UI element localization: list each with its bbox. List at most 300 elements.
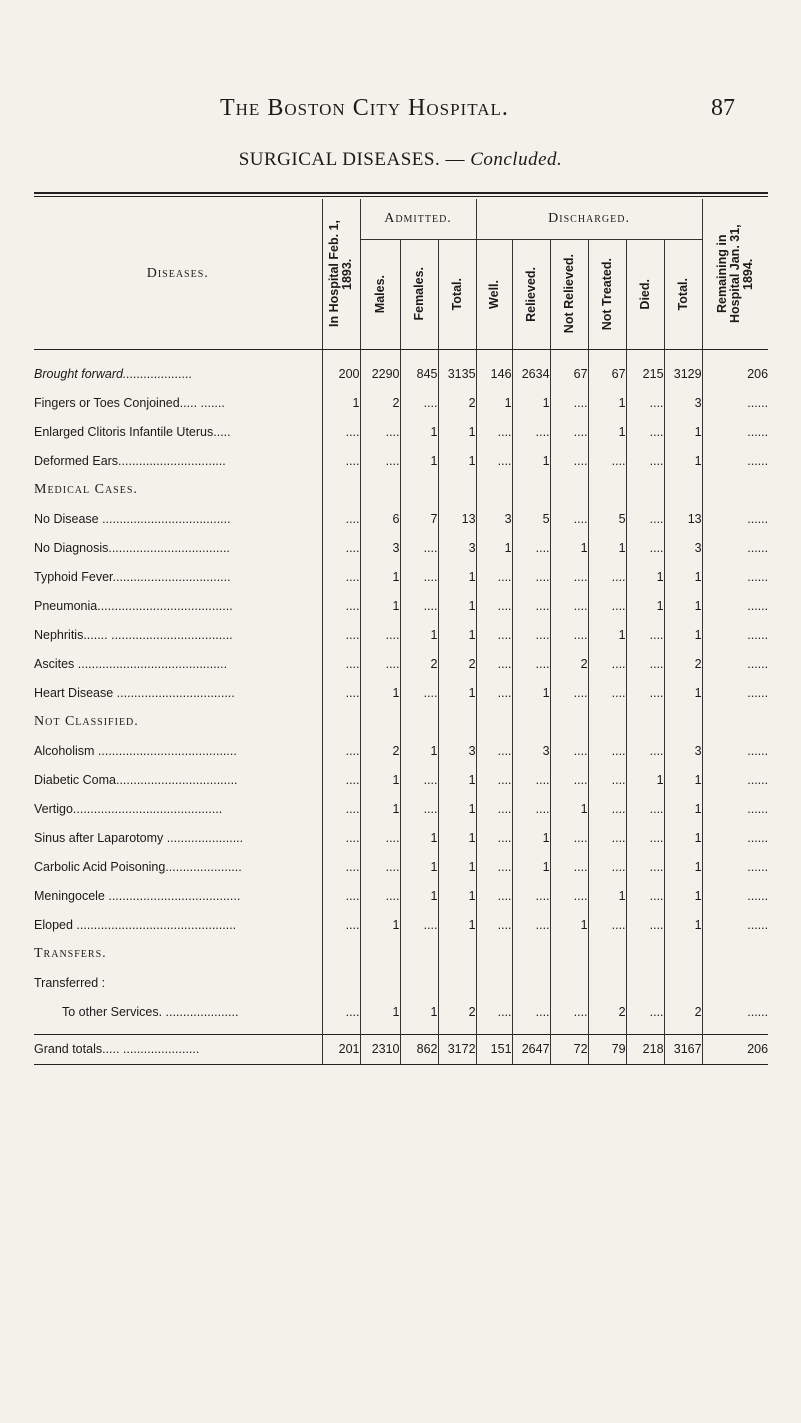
- table-cell: ....: [512, 794, 550, 823]
- table-cell: 1: [360, 997, 400, 1026]
- table-cell: ....: [360, 852, 400, 881]
- spacer-row: [34, 349, 768, 359]
- table-cell: ....: [322, 997, 360, 1026]
- table-cell: 1: [400, 997, 438, 1026]
- table-cell: ....: [512, 881, 550, 910]
- table-cell: ....: [476, 997, 512, 1026]
- row-label: Eloped ..............................................: [34, 917, 237, 932]
- table-cell: 1: [664, 881, 702, 910]
- table-cell: ....: [626, 678, 664, 707]
- table-cell: ....: [588, 794, 626, 823]
- table-cell: ....: [550, 823, 588, 852]
- table-row: [34, 765, 768, 794]
- table-cell: 5: [588, 504, 626, 533]
- discharged-total-header: Total.: [664, 239, 702, 349]
- row-label: Ascites ...........................................: [34, 656, 228, 671]
- table-cell: 146: [476, 359, 512, 388]
- well-header: Well.: [476, 239, 512, 349]
- caption-main: SURGICAL DISEASES.: [238, 149, 441, 170]
- table-cell: 2647: [512, 1034, 550, 1064]
- table-cell: [360, 968, 400, 997]
- table-row: [34, 417, 768, 446]
- table-cell: 6: [360, 504, 400, 533]
- row-label: Deformed Ears...............................: [34, 453, 226, 468]
- table-row: [34, 446, 768, 475]
- table-cell: 2310: [360, 1034, 400, 1064]
- table-cell: 1: [438, 765, 476, 794]
- table-cell: 1: [550, 533, 588, 562]
- page-number: 87: [711, 95, 735, 121]
- section-row: [34, 939, 768, 968]
- table-cell: 1: [664, 446, 702, 475]
- died-header: Died.: [626, 239, 664, 349]
- table-cell: 1: [400, 446, 438, 475]
- table-cell: 1: [664, 591, 702, 620]
- table-cell: [550, 968, 588, 997]
- table-row: [34, 968, 768, 997]
- table-cell: 1: [438, 446, 476, 475]
- table-cell: 1: [438, 620, 476, 649]
- table-cell: ....: [550, 997, 588, 1026]
- table-cell: ....: [626, 533, 664, 562]
- table-cell: ....: [550, 446, 588, 475]
- table-cell: 79: [588, 1034, 626, 1064]
- table-cell: ....: [588, 678, 626, 707]
- table-cell: ....: [550, 591, 588, 620]
- section-row: [34, 475, 768, 504]
- table-cell: 1: [664, 794, 702, 823]
- table-cell: ....: [626, 910, 664, 939]
- table-cell: ....: [360, 649, 400, 678]
- table-cell: ....: [626, 504, 664, 533]
- table-cell: ....: [322, 533, 360, 562]
- table-cell: 3172: [438, 1034, 476, 1064]
- table-cell: ....: [400, 794, 438, 823]
- table-cell: ....: [476, 823, 512, 852]
- table-row: [34, 649, 768, 678]
- table-cell: ....: [550, 388, 588, 417]
- table-cell: 1: [626, 562, 664, 591]
- table-row: [34, 997, 768, 1026]
- table-cell: 2: [438, 649, 476, 678]
- table-row: [34, 388, 768, 417]
- table-cell: 1: [512, 852, 550, 881]
- running-head: [0, 95, 801, 125]
- table-cell: 1: [512, 388, 550, 417]
- table-cell: 1: [588, 533, 626, 562]
- table-cell: 206: [702, 359, 768, 388]
- table-row: [34, 359, 768, 388]
- table-cell: ....: [512, 591, 550, 620]
- table-cell: ....: [322, 649, 360, 678]
- caption-continuation: Concluded.: [470, 149, 563, 170]
- table-cell: 1: [476, 533, 512, 562]
- table-cell: ....: [322, 910, 360, 939]
- table-cell: 845: [400, 359, 438, 388]
- table-cell: [626, 968, 664, 997]
- row-label: Pneumonia.......................................: [34, 598, 233, 613]
- table-cell: ....: [322, 504, 360, 533]
- table-cell: 1: [360, 562, 400, 591]
- relieved-header: Relieved.: [512, 239, 550, 349]
- table-cell: ....: [476, 852, 512, 881]
- table-cell: [438, 968, 476, 997]
- table-cell: ....: [512, 765, 550, 794]
- table-cell: ....: [476, 765, 512, 794]
- table-cell: 1: [588, 388, 626, 417]
- table-cell: ......: [702, 910, 768, 939]
- table-cell: ....: [400, 765, 438, 794]
- table-cell: ....: [476, 446, 512, 475]
- table-cell: ....: [626, 794, 664, 823]
- table-cell: ....: [550, 417, 588, 446]
- table-row: [34, 562, 768, 591]
- table-cell: ....: [322, 736, 360, 765]
- table-cell: ....: [512, 620, 550, 649]
- table-cell: ....: [588, 823, 626, 852]
- table-cell: ....: [360, 417, 400, 446]
- table-cell: ....: [476, 620, 512, 649]
- row-label: Brought forward....................: [34, 366, 193, 381]
- row-label: Carbolic Acid Poisoning......................: [34, 859, 242, 874]
- table-cell: 67: [550, 359, 588, 388]
- table-cell: ....: [322, 620, 360, 649]
- table-cell: ......: [702, 736, 768, 765]
- table-cell: ....: [400, 562, 438, 591]
- table-cell: ....: [512, 649, 550, 678]
- table-row: [34, 504, 768, 533]
- table-cell: 1: [588, 417, 626, 446]
- table-cell: 201: [322, 1034, 360, 1064]
- table-cell: 3: [664, 388, 702, 417]
- table-row: [34, 881, 768, 910]
- table-cell: 5: [512, 504, 550, 533]
- table-cell: 1: [360, 591, 400, 620]
- table-cell: 1: [360, 678, 400, 707]
- discharged-header: Discharged.: [476, 199, 702, 239]
- top-rule-thin: [34, 196, 768, 197]
- table-row: [34, 910, 768, 939]
- table-cell: ....: [512, 997, 550, 1026]
- table-cell: 67: [588, 359, 626, 388]
- table-cell: ....: [626, 852, 664, 881]
- table-cell: ....: [588, 649, 626, 678]
- table-cell: [512, 968, 550, 997]
- table-cell: 2: [438, 997, 476, 1026]
- row-label: Heart Disease ..................................: [34, 685, 235, 700]
- in-hospital-header: In Hospital Feb. 1, 1893.: [322, 199, 360, 349]
- table-cell: 1: [400, 823, 438, 852]
- table-cell: 2: [400, 649, 438, 678]
- table-cell: 3: [438, 736, 476, 765]
- table-cell: 1: [626, 765, 664, 794]
- table-cell: ....: [550, 736, 588, 765]
- table-cell: ....: [476, 678, 512, 707]
- table-cell: 2: [360, 388, 400, 417]
- table-cell: ....: [550, 620, 588, 649]
- spacer-row: [34, 1026, 768, 1034]
- table-cell: 1: [626, 591, 664, 620]
- diseases-header: Diseases.: [34, 199, 322, 349]
- table-cell: [322, 968, 360, 997]
- table-cell: [400, 968, 438, 997]
- table-cell: ....: [400, 591, 438, 620]
- table-cell: 2: [664, 997, 702, 1026]
- table-cell: 2290: [360, 359, 400, 388]
- table-cell: ....: [512, 562, 550, 591]
- table-cell: 1: [438, 823, 476, 852]
- table-row: [34, 591, 768, 620]
- table-cell: ....: [588, 446, 626, 475]
- table-cell: 1: [588, 620, 626, 649]
- table-cell: ......: [702, 881, 768, 910]
- table-cell: ....: [400, 388, 438, 417]
- females-header: Females.: [400, 239, 438, 349]
- table-cell: ....: [322, 852, 360, 881]
- table-cell: ....: [550, 881, 588, 910]
- table-cell: 3: [438, 533, 476, 562]
- table-cell: 1: [360, 765, 400, 794]
- table-cell: ....: [322, 417, 360, 446]
- table-cell: 3: [664, 533, 702, 562]
- table-cell: ....: [360, 446, 400, 475]
- table-cell: ....: [322, 591, 360, 620]
- table-cell: ....: [588, 591, 626, 620]
- table-cell: 1: [550, 794, 588, 823]
- grand-total-row: [34, 1034, 768, 1064]
- table-cell: ....: [400, 533, 438, 562]
- table-cell: ......: [702, 794, 768, 823]
- row-label: Transferred :: [34, 975, 106, 990]
- row-label: Grand totals..... ......................: [34, 1034, 322, 1064]
- table-cell: ....: [476, 417, 512, 446]
- table-cell: ......: [702, 417, 768, 446]
- table-cell: ....: [476, 649, 512, 678]
- table-cell: 1: [400, 620, 438, 649]
- table-cell: ......: [702, 533, 768, 562]
- table-cell: 1: [664, 562, 702, 591]
- table-cell: 2634: [512, 359, 550, 388]
- table-cell: 2: [588, 997, 626, 1026]
- table-cell: ....: [512, 417, 550, 446]
- table-cell: 2: [438, 388, 476, 417]
- table-cell: 1: [664, 765, 702, 794]
- table-cell: 1: [664, 678, 702, 707]
- table-cell: 1: [400, 417, 438, 446]
- table-cell: ....: [588, 765, 626, 794]
- table-cell: ......: [702, 620, 768, 649]
- table-cell: 1: [438, 881, 476, 910]
- table-cell: ....: [512, 910, 550, 939]
- table-cell: 1: [438, 852, 476, 881]
- table-cell: 1: [400, 736, 438, 765]
- table-cell: 1: [438, 678, 476, 707]
- table-cell: 1: [438, 562, 476, 591]
- table-cell: 1: [664, 823, 702, 852]
- table-cell: 13: [664, 504, 702, 533]
- section-heading: Transfers.: [34, 945, 107, 961]
- table-cell: ....: [476, 591, 512, 620]
- table-cell: 1: [550, 910, 588, 939]
- table-cell: 1: [588, 881, 626, 910]
- table-row: [34, 736, 768, 765]
- table-cell: 1: [438, 794, 476, 823]
- table-cell: ....: [588, 852, 626, 881]
- table-cell: 3135: [438, 359, 476, 388]
- table-cell: ....: [476, 910, 512, 939]
- not-treated-header: Not Treated.: [588, 239, 626, 349]
- section-heading: Not Classified.: [34, 713, 139, 729]
- table-cell: ....: [322, 823, 360, 852]
- table-cell: 3: [664, 736, 702, 765]
- table-cell: ....: [626, 823, 664, 852]
- table-cell: ....: [588, 562, 626, 591]
- not-relieved-header: Not Relieved.: [550, 239, 588, 349]
- table-cell: ....: [476, 562, 512, 591]
- table-cell: ....: [360, 620, 400, 649]
- table-cell: ....: [322, 765, 360, 794]
- table-cell: ....: [476, 794, 512, 823]
- admitted-total-header: Total.: [438, 239, 476, 349]
- table-cell: 3129: [664, 359, 702, 388]
- table-cell: ....: [400, 910, 438, 939]
- table-cell: 1: [512, 446, 550, 475]
- admitted-header: Admitted.: [360, 199, 476, 239]
- table-cell: ......: [702, 852, 768, 881]
- table-cell: ....: [476, 881, 512, 910]
- row-label: Nephritis....... ...................................: [34, 627, 233, 642]
- row-label: Fingers or Toes Conjoined..... .......: [34, 395, 225, 410]
- table-cell: 1: [322, 388, 360, 417]
- table-cell: [664, 968, 702, 997]
- table-cell: 862: [400, 1034, 438, 1064]
- table-cell: ......: [702, 997, 768, 1026]
- table-cell: [476, 968, 512, 997]
- row-label: Typhoid Fever..................................: [34, 569, 231, 584]
- table-cell: ....: [550, 504, 588, 533]
- table-cell: 1: [512, 823, 550, 852]
- row-label: Enlarged Clitoris Infantile Uterus.....: [34, 424, 231, 439]
- table-cell: 1: [476, 388, 512, 417]
- table-cell: 1: [512, 678, 550, 707]
- table-cell: 1: [664, 417, 702, 446]
- table-cell: 200: [322, 359, 360, 388]
- table-cell: 1: [438, 417, 476, 446]
- table-cell: 3: [512, 736, 550, 765]
- table-cell: [702, 968, 768, 997]
- table-cell: ....: [360, 823, 400, 852]
- table-cell: 2: [664, 649, 702, 678]
- table-cell: ....: [550, 678, 588, 707]
- table-cell: ......: [702, 765, 768, 794]
- section-row: [34, 707, 768, 736]
- table-cell: ....: [512, 533, 550, 562]
- table-cell: ......: [702, 823, 768, 852]
- table-cell: ....: [626, 446, 664, 475]
- table-cell: ....: [322, 678, 360, 707]
- table-cell: 1: [664, 620, 702, 649]
- table-cell: 1: [438, 910, 476, 939]
- table-cell: ....: [550, 562, 588, 591]
- table-cell: 1: [400, 881, 438, 910]
- table-cell: 151: [476, 1034, 512, 1064]
- table-cell: 1: [664, 852, 702, 881]
- table-cell: 2: [550, 649, 588, 678]
- table-cell: 1: [400, 852, 438, 881]
- males-header: Males.: [360, 239, 400, 349]
- table-cell: 7: [400, 504, 438, 533]
- table-cell: ......: [702, 446, 768, 475]
- table-cell: ....: [550, 765, 588, 794]
- table-cell: [588, 968, 626, 997]
- row-label: Meningocele ......................................: [34, 888, 241, 903]
- table-cell: ......: [702, 504, 768, 533]
- row-label: Vertigo...........................................: [34, 801, 223, 816]
- table-cell: 215: [626, 359, 664, 388]
- table-cell: ....: [588, 736, 626, 765]
- table-cell: ....: [626, 388, 664, 417]
- table-row: [34, 533, 768, 562]
- table-cell: ....: [588, 910, 626, 939]
- table-body: [34, 349, 768, 1064]
- table-cell: 72: [550, 1034, 588, 1064]
- table-cell: ......: [702, 388, 768, 417]
- remaining-header: Remaining in Hospital Jan. 31, 1894.: [702, 199, 768, 349]
- table-cell: ....: [476, 736, 512, 765]
- table-cell: 1: [664, 910, 702, 939]
- table-row: [34, 794, 768, 823]
- table-cell: ....: [322, 794, 360, 823]
- row-label: Diabetic Coma...................................: [34, 772, 238, 787]
- table-cell: ....: [400, 678, 438, 707]
- section-heading: Medical Cases.: [34, 481, 138, 497]
- table-cell: ....: [322, 446, 360, 475]
- table-cell: ....: [626, 736, 664, 765]
- row-label: Alcoholism ........................................: [34, 743, 237, 758]
- running-head-title: The Boston City Hospital.: [220, 95, 509, 121]
- table-cell: 3: [476, 504, 512, 533]
- table-cell: 3: [360, 533, 400, 562]
- table-cell: ......: [702, 562, 768, 591]
- table-cell: ....: [626, 997, 664, 1026]
- row-label: To other Services. .....................: [62, 1004, 239, 1019]
- table-row: [34, 678, 768, 707]
- table-cell: 1: [360, 794, 400, 823]
- table-cell: 206: [702, 1034, 768, 1064]
- table-cell: ....: [626, 620, 664, 649]
- table-row: [34, 823, 768, 852]
- top-rule: [34, 192, 768, 194]
- caption-dash: —: [440, 149, 471, 170]
- table-cell: ....: [550, 852, 588, 881]
- table-cell: ......: [702, 591, 768, 620]
- table-cell: ....: [626, 649, 664, 678]
- table-caption: [0, 149, 801, 171]
- table-row: [34, 620, 768, 649]
- table-cell: 1: [360, 910, 400, 939]
- table-cell: ....: [626, 417, 664, 446]
- table-cell: ......: [702, 649, 768, 678]
- table-cell: 2: [360, 736, 400, 765]
- row-label: No Disease .....................................: [34, 511, 231, 526]
- table-cell: ....: [626, 881, 664, 910]
- row-label: No Diagnosis...................................: [34, 540, 230, 555]
- table-cell: ....: [360, 881, 400, 910]
- table-cell: 1: [438, 591, 476, 620]
- table-row: [34, 852, 768, 881]
- table-cell: ....: [322, 562, 360, 591]
- table-cell: 13: [438, 504, 476, 533]
